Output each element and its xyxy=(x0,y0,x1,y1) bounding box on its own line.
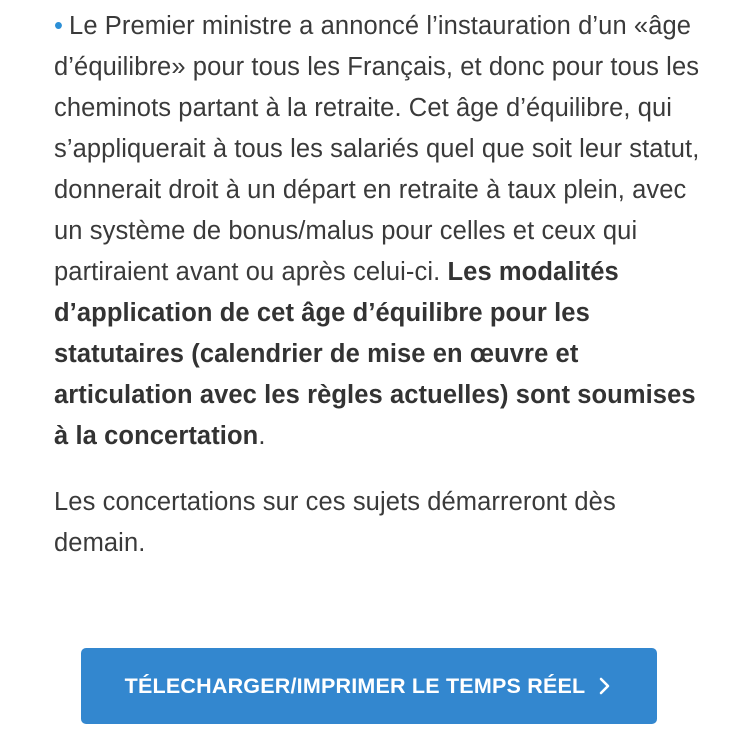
bullet-marker: • xyxy=(54,12,64,40)
paragraph-concertations xyxy=(54,482,714,564)
paragraph-text: Les concertations sur ces sujets démarreront dès demain. xyxy=(54,488,616,557)
chevron-right-icon xyxy=(597,676,613,696)
paragraph-text: Le Premier ministre a annoncé l’instauration d’un «âge d’équilibre» pour tous les Français, et donc pour tous les cheminots partant à la retraite. Cet âge d’équilibre, qui s’appliquerait à tous les salariés quel que soit leur statut, donnerait droit à un départ en retraite à taux plein, avec un système de bonus/malus pour celles et ceux qui partiraient avant ou après celui-ci. xyxy=(54,12,700,286)
download-print-button-label: TÉLECHARGER/IMPRIMER LE TEMPS RÉEL xyxy=(124,673,586,698)
paragraph-bold-text: Les modalités d’application de cet âge d’équilibre pour les statutaires (calendrier de mise en œuvre et articulation avec les règles actuelles) sont soumises à la concertation xyxy=(54,258,696,450)
paragraph-text-end: . xyxy=(258,422,266,450)
download-print-button[interactable] xyxy=(81,648,657,724)
paragraph-age-equilibre xyxy=(54,6,714,457)
article-body xyxy=(54,6,714,564)
